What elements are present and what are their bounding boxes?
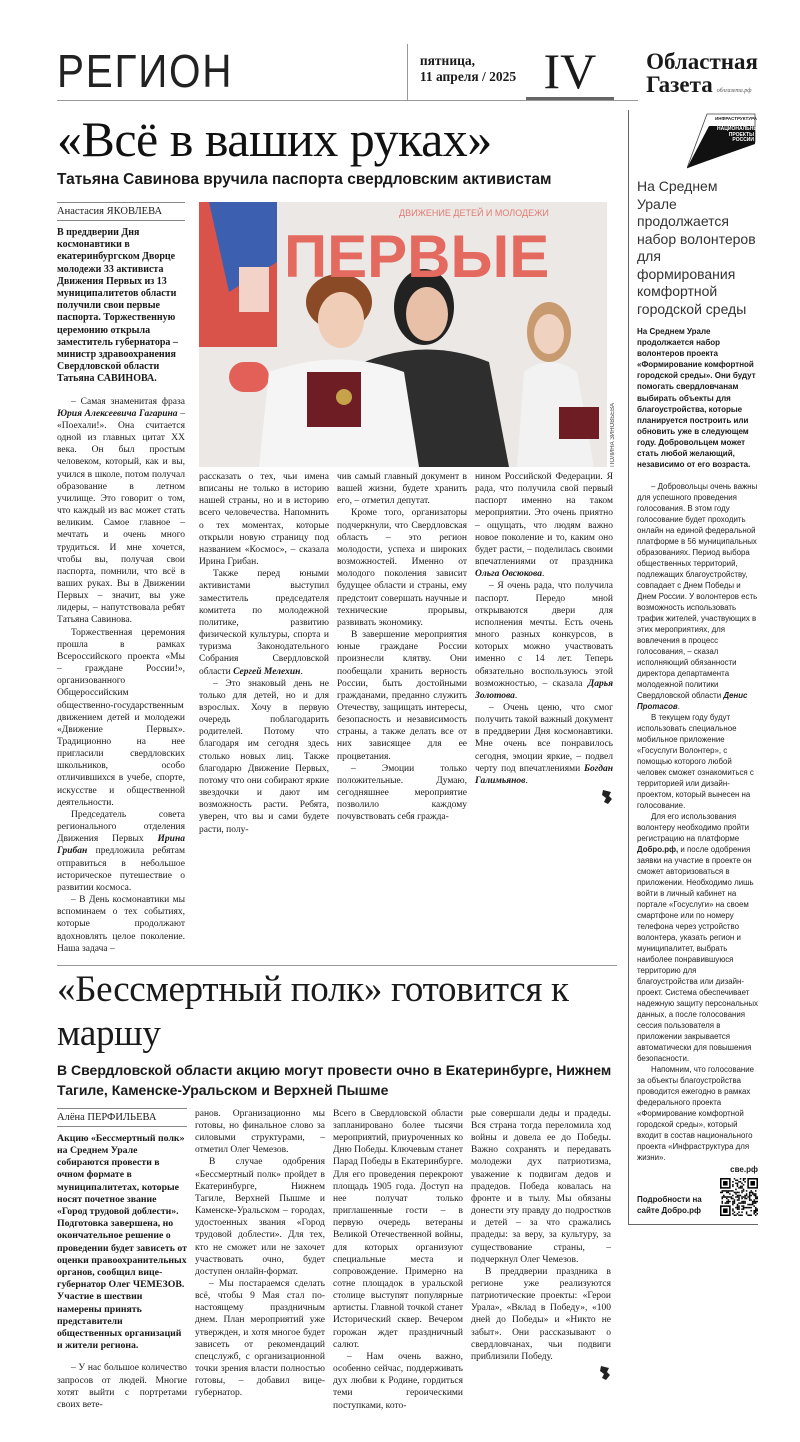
paragraph bbox=[637, 1064, 758, 1163]
paragraph-text: – Самая знаменитая фраза bbox=[71, 396, 185, 407]
paragraph-text: нином Российской Федерации. Я рада, что получила свой первый паспорт именно на таком мероприятии. Это очень приятно – ощущать, что людям важно новое поколение и то, каким оно будет расти, – поделилась своими впечатлениями от праздника bbox=[475, 472, 613, 568]
person-name: Ольга Овсюкова bbox=[475, 569, 542, 580]
paragraph-text: В завершение мероприятия юные граждане России произнесли клятву. Они пообещали хранить верность России, быть достойными гражданами, преданно служить Отечеству, защищать интересы, безопасность и независимость страны, а также делать все от них зависящее для ее процветания. bbox=[337, 630, 467, 762]
person-name: Дарья Золотова bbox=[475, 678, 613, 701]
paragraph-text: – Нам очень важно, особенно сейчас, поддерживать дух любви к Родине, гордиться теми героическими поступками, кото- bbox=[333, 1351, 463, 1411]
paragraph-text: ранов. Организационно мы готовы, но финальное слово за силовыми структурами, – отметил Олег Чемезов. bbox=[195, 1108, 325, 1156]
second-column-2 bbox=[195, 1108, 325, 1400]
paragraph-text: – Очень ценю, что смог получить такой важный документ в преддверии Дня космонавтики. Мне очень все понравилось сегодня, эмоции яркие, – подвел черту под впечатлениями bbox=[475, 702, 613, 774]
main-intro: В преддверии Дня космонавтики в екатеринбургском Дворце молодежи 33 активиста Движения Первых из 13 муниципалитетов области получили свои первые паспорта. Торжественную церемонию открыла заместитель губернатора – министр здравоохранения Свердловской области Татьяна САВИНОВА. bbox=[57, 227, 178, 385]
paragraph-text: – Добровольцы очень важны для успешного проведения голосования. В этом году голосование будет проходить онлайн на единой федеральной платформе в 56 муниципальных образованиях. Период выбора общественных территорий, подлежащих благоустройству, совпадает с Днем Победы и Днем России. У волонтеров есть возможность использовать трафик жителей, участвующих в этих мероприятиях, для вовлечения в процесс голосования, – сказал исполняющий обязанности директора департамента молодежной политики Свердловской области bbox=[637, 482, 758, 701]
sidebar-title: На Среднем Урале продолжается набор волонтеров для формирования комфортной городской среды bbox=[637, 178, 756, 317]
paragraph-text: – Мы постараемся сделать всё, чтобы 9 Мая стал по-настоящему праздничным днем. План мероприятий уже утвержден, и хотя многое будет зависеть от рекомендаций спецслужб, с организационной точки зрения власти полностью готовы, – добавил вице-губернатор. bbox=[195, 1279, 325, 1399]
page-header bbox=[57, 44, 758, 110]
paragraph-text: Для его использования волонтеру необходимо пройти регистрацию на платформе bbox=[637, 812, 750, 844]
paragraph-text: – В День космонавтики мы вспоминаем о тех событиях, которые продолжают вдохновлять целое поколение. Наша задача – bbox=[57, 895, 185, 954]
paragraph-text: – Эмоции только положительные. Думаю, сегодняшнее мероприятие позволило каждому почувствовать себя гражда- bbox=[337, 763, 467, 823]
paragraph bbox=[333, 1351, 463, 1412]
main-subtitle: Татьяна Савинова вручила паспорта свердловским активистам bbox=[57, 171, 552, 188]
paragraph-text: В текущем году будут использовать специальное мобильное приложение «Госуслуги Волонтер», с помощью которого любой человек сможет ознакомиться с территорией или дизайн-проектом, который вынесен на голосование. bbox=[637, 713, 754, 811]
main-right-area bbox=[199, 202, 617, 836]
person-name: Богдан Галимьянов bbox=[475, 763, 613, 786]
paragraph-text: Напомним, что голосование за объекты благоустройства проводится ежегодно в рамках федерального проекта «Формирование комфортной городской среды», который входит в состав национального проекта «Инфраструктура для жизни». bbox=[637, 1065, 755, 1163]
second-column-3 bbox=[333, 1108, 463, 1412]
paragraph bbox=[195, 1278, 325, 1400]
paragraph bbox=[471, 1266, 611, 1363]
paragraph-text: – Я очень рада, что получила паспорт. Передо мной открываются двери для исполнения мечты. Есть очень много разных конкурсов, в которых можно участвовать именно с 14 лет. Теперь обязательно воспользуюсь этой возможностью, – сказала bbox=[475, 581, 613, 689]
newspaper-logo-line1: Областная bbox=[646, 49, 758, 74]
header-rubric-area bbox=[57, 44, 407, 101]
paragraph-text: . bbox=[300, 666, 303, 677]
paragraph-text: . bbox=[541, 569, 545, 580]
header-issue-area bbox=[407, 44, 638, 101]
person-name: Сергей Мелехин bbox=[233, 666, 301, 677]
paragraph-text: . bbox=[514, 690, 518, 701]
article-photo bbox=[199, 202, 607, 467]
issue-date-text: 11 апреля / 2025 bbox=[419, 69, 517, 84]
paragraph bbox=[333, 1108, 463, 1351]
logo-national-projects-label: НАЦИОНАЛЬНЫЕ ПРОЕКТЫ РОССИИ bbox=[717, 126, 762, 143]
second-left-column bbox=[57, 1108, 187, 1411]
qr-code-icon[interactable] bbox=[720, 1178, 758, 1216]
paragraph-text: – «Поехали!». Она считается одной из главных цитат XX века. Он был простым человеком, который, как и вы, учился в школе, потом получал образование в летном училище. Это говорит о том, что каждый из вас может стать великим. Самое главное – мечтать и очень много трудиться. И мне хочется, чтобы вы, получая свои паспорта, помнили, что всё в ваших руках. Вы в Движении Первых – значит, вы уже лидеры, – напутствовала ребят Татьяна Савинова. bbox=[57, 408, 185, 626]
paragraph bbox=[337, 629, 467, 763]
paragraph bbox=[195, 1108, 325, 1157]
paragraph bbox=[475, 702, 613, 787]
paragraph bbox=[475, 471, 613, 580]
paragraph bbox=[475, 580, 613, 702]
sidebar-source: све.рф bbox=[730, 1165, 758, 1175]
sidebar-body bbox=[637, 481, 758, 1163]
second-headline: «Бессмертный полк» готовится к маршу bbox=[57, 968, 569, 1054]
photo-banner-text: ПЕРВЫЕ bbox=[284, 223, 550, 290]
paragraph-text: Всего в Свердловской области запланировано более тысячи мероприятий, приуроченных ко Дню Победы. Ключевым станет Парад Победы в Екатеринбурге. Для его проведения перекроют площадь 1905 года. Доступ на нее получат только приглашенные гости – в первую очередь ветераны Великой Отечественной войны, для которых организуют специальные места и сопровождение. Примерно на сотне площадок в уральской столице выступят популярные артисты. Главной точкой станет Исторический сквер. Вечером горожан ждет праздничный салют. bbox=[333, 1108, 463, 1350]
paragraph-text: Также перед юными активистами выступил заместитель председателя комитета по молодежной политике, развитию физической культуры, спорта и туризма Законодательного Собрания Свердловской области bbox=[199, 569, 329, 677]
main-area bbox=[57, 110, 617, 1412]
paragraph-text: Кроме того, организаторы подчеркнули, что Свердловская область – это регион молодости, успеха и широких возможностей. Именно от молодого поколения зависит будущее области и страны, ему предстоит совершать научные и технические прорывы, развивать экономику. bbox=[337, 508, 467, 628]
newspaper-url: облгазета.рф bbox=[716, 88, 752, 94]
second-column-1 bbox=[57, 1362, 187, 1411]
photo-banner-small-text: ДВИЖЕНИЕ ДЕТЕЙ И МОЛОДЕЖИ bbox=[399, 208, 549, 218]
paragraph-text: – У нас большое количество запросов от людей. Многие хотят выйти с портретами своих вете- bbox=[57, 1363, 187, 1410]
paragraph-text: чив самый главный документ в вашей жизни, будете хранить его, – отметил депутат. bbox=[337, 472, 467, 507]
main-headline: «Всё в ваших руках» bbox=[57, 111, 492, 167]
person-name: Денис Протасов bbox=[637, 691, 748, 712]
main-left-column bbox=[57, 202, 185, 955]
paragraph bbox=[199, 678, 329, 836]
sidebar-box bbox=[628, 110, 762, 1225]
paragraph bbox=[637, 481, 758, 712]
paragraph bbox=[337, 507, 467, 629]
paragraph bbox=[57, 396, 185, 627]
main-column-4 bbox=[475, 471, 613, 787]
page-number-box bbox=[526, 44, 614, 100]
second-intro: Акцию «Бессмертный полк» на Среднем Урале собираются провести в очном формате в муниципалитетах, которые носят почетное звание «Город трудовой доблести». Подготовка завершена, но окончательное решение о проведении будет зависеть от оценки правоохранительных органов, сообщил вице-губернатор Олег ЧЕМЕЗОВ. Участие в шествии намерены принять представители общественных организаций и жители региона. bbox=[57, 1132, 187, 1352]
article-separator bbox=[57, 965, 617, 966]
paragraph bbox=[199, 471, 329, 568]
paragraph bbox=[57, 894, 185, 955]
paragraph bbox=[337, 471, 467, 507]
newspaper-logo bbox=[638, 44, 758, 103]
newspaper-logo-line2: Газета bbox=[646, 72, 713, 97]
second-column-4 bbox=[471, 1108, 611, 1363]
second-byline: Алёна ПЕРФИЛЬЕВА bbox=[57, 1108, 187, 1127]
paragraph bbox=[337, 763, 467, 824]
paragraph-text: . bbox=[525, 775, 528, 786]
paragraph-text: Председатель совета регионального отделения Движения Первых bbox=[57, 809, 185, 845]
person-name: Юрия Алексеевича Гагарина bbox=[57, 408, 178, 419]
emblem-icon bbox=[599, 1365, 611, 1381]
issue-date bbox=[408, 44, 526, 100]
issue-weekday: пятница, bbox=[419, 53, 476, 68]
emblem-icon bbox=[601, 789, 613, 805]
paragraph-text: и после одобрения заявки на участие в проекте он сможет авторизоваться в приложении. Необходимо лишь войти в личный кабинет на портале «Госуслуги» на своем смартфоне или по номеру телефона через устройство волонтера, указать регион и муниципалитет, выбрать наиболее понравившуюся территорию для благоустройства или дизайн-проект. Система обеспечивает надежную защиту персональных данных, а после голосования сессия пользователя в приложении закрывается автоматически для повышения безопасности. bbox=[637, 845, 758, 1064]
logo-infrastructure-label: ИНФРАСТРУКТУРА bbox=[715, 116, 757, 121]
photo-credit: ПОЛИНА ЗИНОВЬЕВА bbox=[610, 403, 616, 467]
main-column-2 bbox=[199, 471, 329, 836]
bold-text: Добро.рф, bbox=[637, 845, 679, 855]
paragraph-text: предложила ребятам отправиться в небольшое историческое путешествие о развитии космоса. bbox=[57, 846, 185, 893]
paragraph bbox=[471, 1108, 611, 1266]
paragraph bbox=[195, 1156, 325, 1278]
paragraph-text: . bbox=[677, 702, 680, 712]
paragraph-text: – Это знаковый день не только для детей, но и для взрослых. Хочу в первую очередь поблагодарить родителей. Потому что благодаря им сегодня здесь столько новых лиц. Также благодарю Движение Первых, потому что они собирают яркие звездочки и дают им возможность расти. Ребята, уверен, что вы и сами будете расти, полу- bbox=[199, 678, 329, 835]
second-subtitle: В Свердловской области акцию могут провести очно в Екатеринбурге, Нижнем Тагиле, Каменске-Уральском и Верхней Пышме bbox=[57, 1061, 612, 1098]
main-column-1 bbox=[57, 396, 185, 955]
paragraph bbox=[199, 568, 329, 677]
page-number: IV bbox=[543, 43, 597, 99]
sidebar-footer-link[interactable]: Подробности на сайте Добро.рф bbox=[637, 1195, 702, 1215]
main-column-3 bbox=[337, 471, 467, 824]
section-rubric: РЕГИОН bbox=[57, 45, 234, 97]
national-projects-logo bbox=[687, 112, 762, 170]
paragraph-text: В преддверии праздника в регионе уже реализуются патриотические проекты: «Герои Урала», «Вклад в Победу», «100 дней до Победы» и «Никто не забыт». Они рассказывают о свердловчанах, чьи подвиги приблизили Победу. bbox=[471, 1266, 611, 1362]
paragraph-text: рые совершали деды и прадеды. Вся страна тогда переломила ход войны и довела ее до Победы. Важно сохранять и передавать молодежи дух патриотизма, уважение к подвигам дедов и прадедов. Победа ковалась на фронте и в тылу. Мы обязаны донести эту правду до подростков и детей – за что сражались прадеды: за веру, за культуру, за существование страны, – подчеркнул Олег Чемезов. bbox=[471, 1108, 611, 1265]
paragraph-text: Торжественная церемония прошла в рамках Всероссийского проекта «Мы – граждане России!», организованного Общероссийским общественно-государственным движением детей и молодежи «Движение Первых». Традиционно на нее пригласили свердловских школьников, особо отличившихся в учебе, спорте, искусстве и общественной деятельности. bbox=[57, 627, 185, 808]
paragraph bbox=[637, 811, 758, 1064]
paragraph bbox=[57, 627, 185, 809]
paragraph bbox=[57, 1362, 187, 1411]
main-byline: Анастасия ЯКОВЛЕВА bbox=[57, 202, 185, 221]
sidebar-lead: На Среднем Урале продолжается набор волонтеров проекта «Формирование комфортной городской среды». Они будут помогать свердловчанам выбирать объекты для благоустройства, которые планируется построить или обновить уже в следующем году. Добровольцем может стать любой желающий, независимо от его возраста. bbox=[637, 327, 756, 470]
paragraph bbox=[57, 809, 185, 894]
paragraph bbox=[637, 712, 758, 811]
paragraph-text: рассказать о тех, чьи имена вписаны не только в историю нашей страны, но и в историю всего человечества. Напомнить о тех моментах, которые открыли новую страницу под названием «Космос», – сказала Ирина Грибан. bbox=[199, 472, 329, 568]
person-name: Ирина Грибан bbox=[57, 834, 185, 857]
paragraph-text: В случае одобрения «Бессмертный полк» пройдет в Екатеринбурге, Нижнем Тагиле, Верхней Пышме и Каменске-Уральском – городах, удостоенных звания «Город трудовой доблести». Для тех, кто не сможет или не захочет участвовать очно, будет доступен онлайн-формат. bbox=[195, 1157, 325, 1277]
